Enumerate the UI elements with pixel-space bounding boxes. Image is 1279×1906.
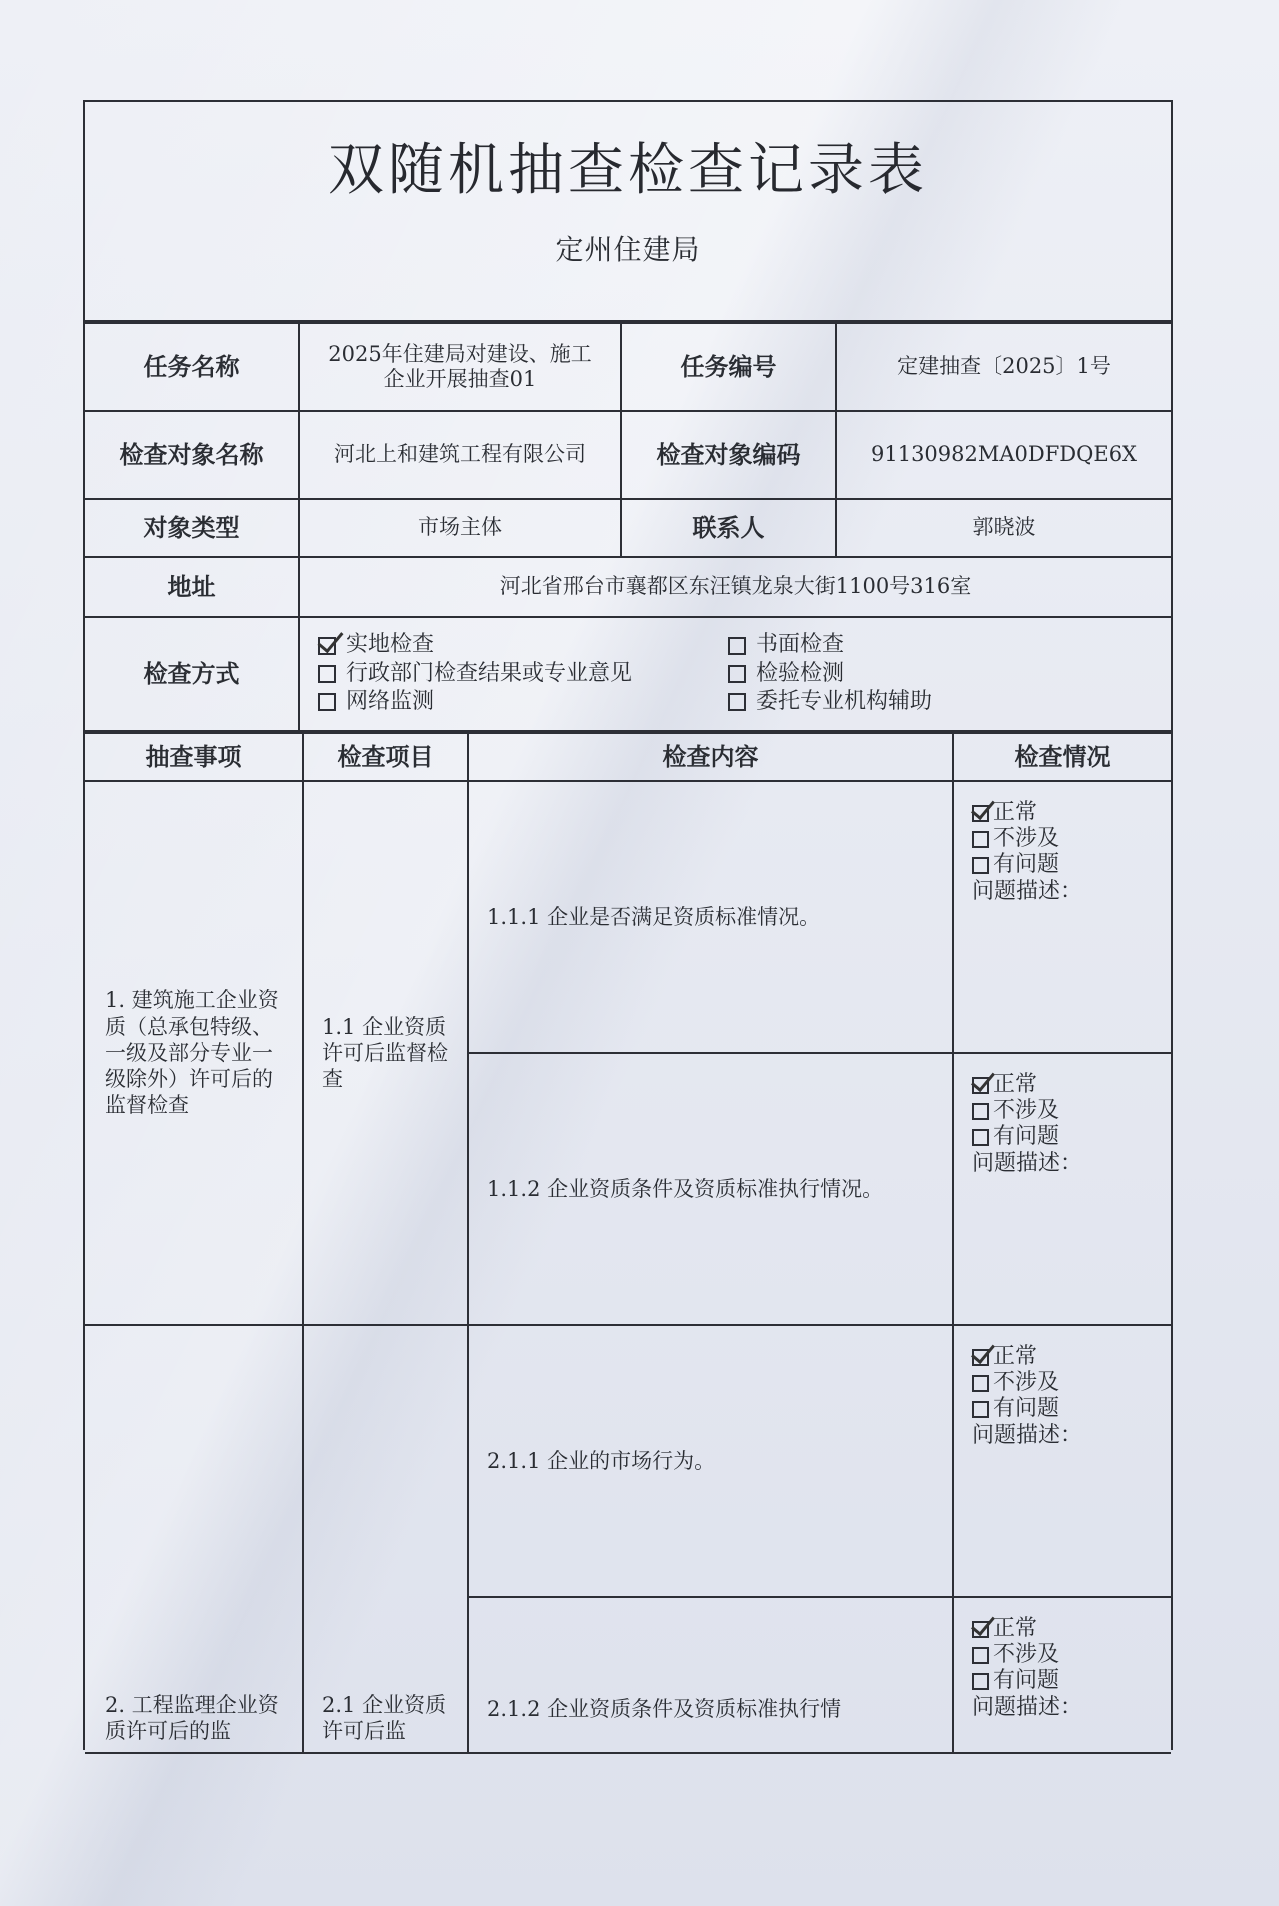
col-header-content: 检查内容 bbox=[468, 733, 953, 781]
checkbox-icon[interactable] bbox=[972, 1103, 989, 1120]
form-title: 双随机抽查检查记录表 bbox=[328, 138, 928, 203]
checkbox-checked-icon[interactable] bbox=[972, 805, 989, 822]
form-header bbox=[85, 102, 1171, 322]
item-2-1-2-content: 2.1.2 企业资质条件及资质标准执行情 bbox=[468, 1597, 953, 1753]
col-header-project: 检查项目 bbox=[303, 733, 468, 781]
status-problem[interactable] bbox=[972, 852, 1171, 878]
checkbox-checked-icon[interactable] bbox=[318, 637, 336, 655]
method-label-text: 实地检查 bbox=[346, 632, 435, 658]
problem-desc-label: 问题描述： bbox=[972, 1151, 1083, 1176]
problem-desc-label: 问题描述： bbox=[972, 879, 1083, 904]
method-network[interactable] bbox=[318, 689, 728, 715]
problem-desc-label: 问题描述： bbox=[972, 1695, 1083, 1720]
status-problem-label: 有问题 bbox=[993, 1124, 1060, 1150]
item-1-1-1-status bbox=[953, 781, 1171, 1053]
method-label-text: 检验检测 bbox=[756, 660, 845, 686]
task-name-label: 任务名称 bbox=[85, 323, 299, 411]
status-na-label: 不涉及 bbox=[993, 826, 1060, 852]
method-agency[interactable] bbox=[728, 689, 1153, 715]
status-problem-label: 有问题 bbox=[993, 852, 1060, 878]
item-1-1-2-content: 1.1.2 企业资质条件及资质标准执行情况。 bbox=[468, 1053, 953, 1325]
contact-label: 联系人 bbox=[621, 499, 836, 557]
item-2-1-1-status bbox=[953, 1325, 1171, 1597]
method-label-text: 行政部门检查结果或专业意见 bbox=[346, 660, 633, 686]
status-na[interactable] bbox=[972, 1370, 1171, 1396]
checkbox-checked-icon[interactable] bbox=[972, 1349, 989, 1366]
checkbox-icon[interactable] bbox=[972, 1129, 989, 1146]
checkbox-icon[interactable] bbox=[318, 693, 336, 711]
address-value: 河北省邢台市襄都区东汪镇龙泉大街1100号316室 bbox=[299, 557, 1171, 617]
inspection-form bbox=[83, 100, 1173, 1750]
item-1-1-1-content: 1.1.1 企业是否满足资质标准情况。 bbox=[468, 781, 953, 1053]
status-problem-label: 有问题 bbox=[993, 1668, 1060, 1694]
status-problem[interactable] bbox=[972, 1396, 1171, 1422]
method-label-text: 书面检查 bbox=[756, 632, 845, 658]
method-options bbox=[299, 617, 1171, 731]
method-label-text: 网络监测 bbox=[346, 689, 435, 715]
inspection-items-table bbox=[85, 732, 1171, 1754]
checkbox-icon[interactable] bbox=[972, 1647, 989, 1664]
checkbox-icon[interactable] bbox=[972, 1673, 989, 1690]
checkbox-checked-icon[interactable] bbox=[972, 1621, 989, 1638]
object-name-label: 检查对象名称 bbox=[85, 411, 299, 499]
status-problem-label: 有问题 bbox=[993, 1396, 1060, 1422]
checkbox-icon[interactable] bbox=[972, 857, 989, 874]
task-no-label: 任务编号 bbox=[621, 323, 836, 411]
address-label: 地址 bbox=[85, 557, 299, 617]
status-normal-label: 正常 bbox=[993, 1616, 1038, 1642]
contact-value: 郭晓波 bbox=[836, 499, 1171, 557]
item-2-1-1-content: 2.1.1 企业的市场行为。 bbox=[468, 1325, 953, 1597]
method-label: 检查方式 bbox=[85, 617, 299, 731]
object-type-value: 市场主体 bbox=[299, 499, 621, 557]
status-normal-label: 正常 bbox=[993, 1344, 1038, 1370]
item-1-1-2-status bbox=[953, 1053, 1171, 1325]
method-label-text: 委托专业机构辅助 bbox=[756, 689, 933, 715]
problem-desc-label: 问题描述： bbox=[972, 1423, 1083, 1448]
status-na-label: 不涉及 bbox=[993, 1098, 1060, 1124]
section-2-matter: 2. 工程监理企业资质许可后的监 bbox=[85, 1325, 303, 1753]
status-na[interactable] bbox=[972, 1642, 1171, 1668]
section-1-project: 1.1 企业资质许可后监督检查 bbox=[303, 781, 468, 1325]
checkbox-checked-icon[interactable] bbox=[972, 1077, 989, 1094]
section-1-matter: 1. 建筑施工企业资质（总承包特级、一级及部分专业一级除外）许可后的监督检查 bbox=[85, 781, 303, 1325]
section-2-project: 2.1 企业资质许可后监 bbox=[303, 1325, 468, 1753]
status-problem[interactable] bbox=[972, 1668, 1171, 1694]
checkbox-icon[interactable] bbox=[728, 637, 746, 655]
col-header-matter: 抽查事项 bbox=[85, 733, 303, 781]
method-written[interactable] bbox=[728, 632, 1153, 658]
method-admin-opinion[interactable] bbox=[318, 661, 728, 687]
status-problem[interactable] bbox=[972, 1124, 1171, 1150]
status-na[interactable] bbox=[972, 826, 1171, 852]
status-normal[interactable] bbox=[972, 800, 1171, 826]
checkbox-icon[interactable] bbox=[728, 665, 746, 683]
task-no-value: 定建抽查〔2025〕1号 bbox=[836, 323, 1171, 411]
status-normal-label: 正常 bbox=[993, 800, 1038, 826]
status-na-label: 不涉及 bbox=[993, 1642, 1060, 1668]
checkbox-icon[interactable] bbox=[972, 831, 989, 848]
checkbox-icon[interactable] bbox=[728, 693, 746, 711]
method-lab-test[interactable] bbox=[728, 661, 1153, 687]
object-name-value: 河北上和建筑工程有限公司 bbox=[299, 411, 621, 499]
checkbox-icon[interactable] bbox=[972, 1401, 989, 1418]
task-name-value: 2025年住建局对建设、施工企业开展抽查01 bbox=[299, 323, 621, 411]
object-type-label: 对象类型 bbox=[85, 499, 299, 557]
status-na-label: 不涉及 bbox=[993, 1370, 1060, 1396]
status-normal[interactable] bbox=[972, 1072, 1171, 1098]
issuing-authority: 定州住建局 bbox=[555, 233, 701, 266]
object-code-label: 检查对象编码 bbox=[621, 411, 836, 499]
status-normal[interactable] bbox=[972, 1344, 1171, 1370]
checkbox-icon[interactable] bbox=[972, 1375, 989, 1392]
col-header-status: 检查情况 bbox=[953, 733, 1171, 781]
status-normal[interactable] bbox=[972, 1616, 1171, 1642]
status-na[interactable] bbox=[972, 1098, 1171, 1124]
checkbox-icon[interactable] bbox=[318, 665, 336, 683]
item-2-1-2-status bbox=[953, 1597, 1171, 1753]
object-code-value: 91130982MA0DFDQE6X bbox=[836, 411, 1171, 499]
method-onsite[interactable] bbox=[318, 632, 728, 658]
status-normal-label: 正常 bbox=[993, 1072, 1038, 1098]
info-table bbox=[85, 322, 1171, 732]
